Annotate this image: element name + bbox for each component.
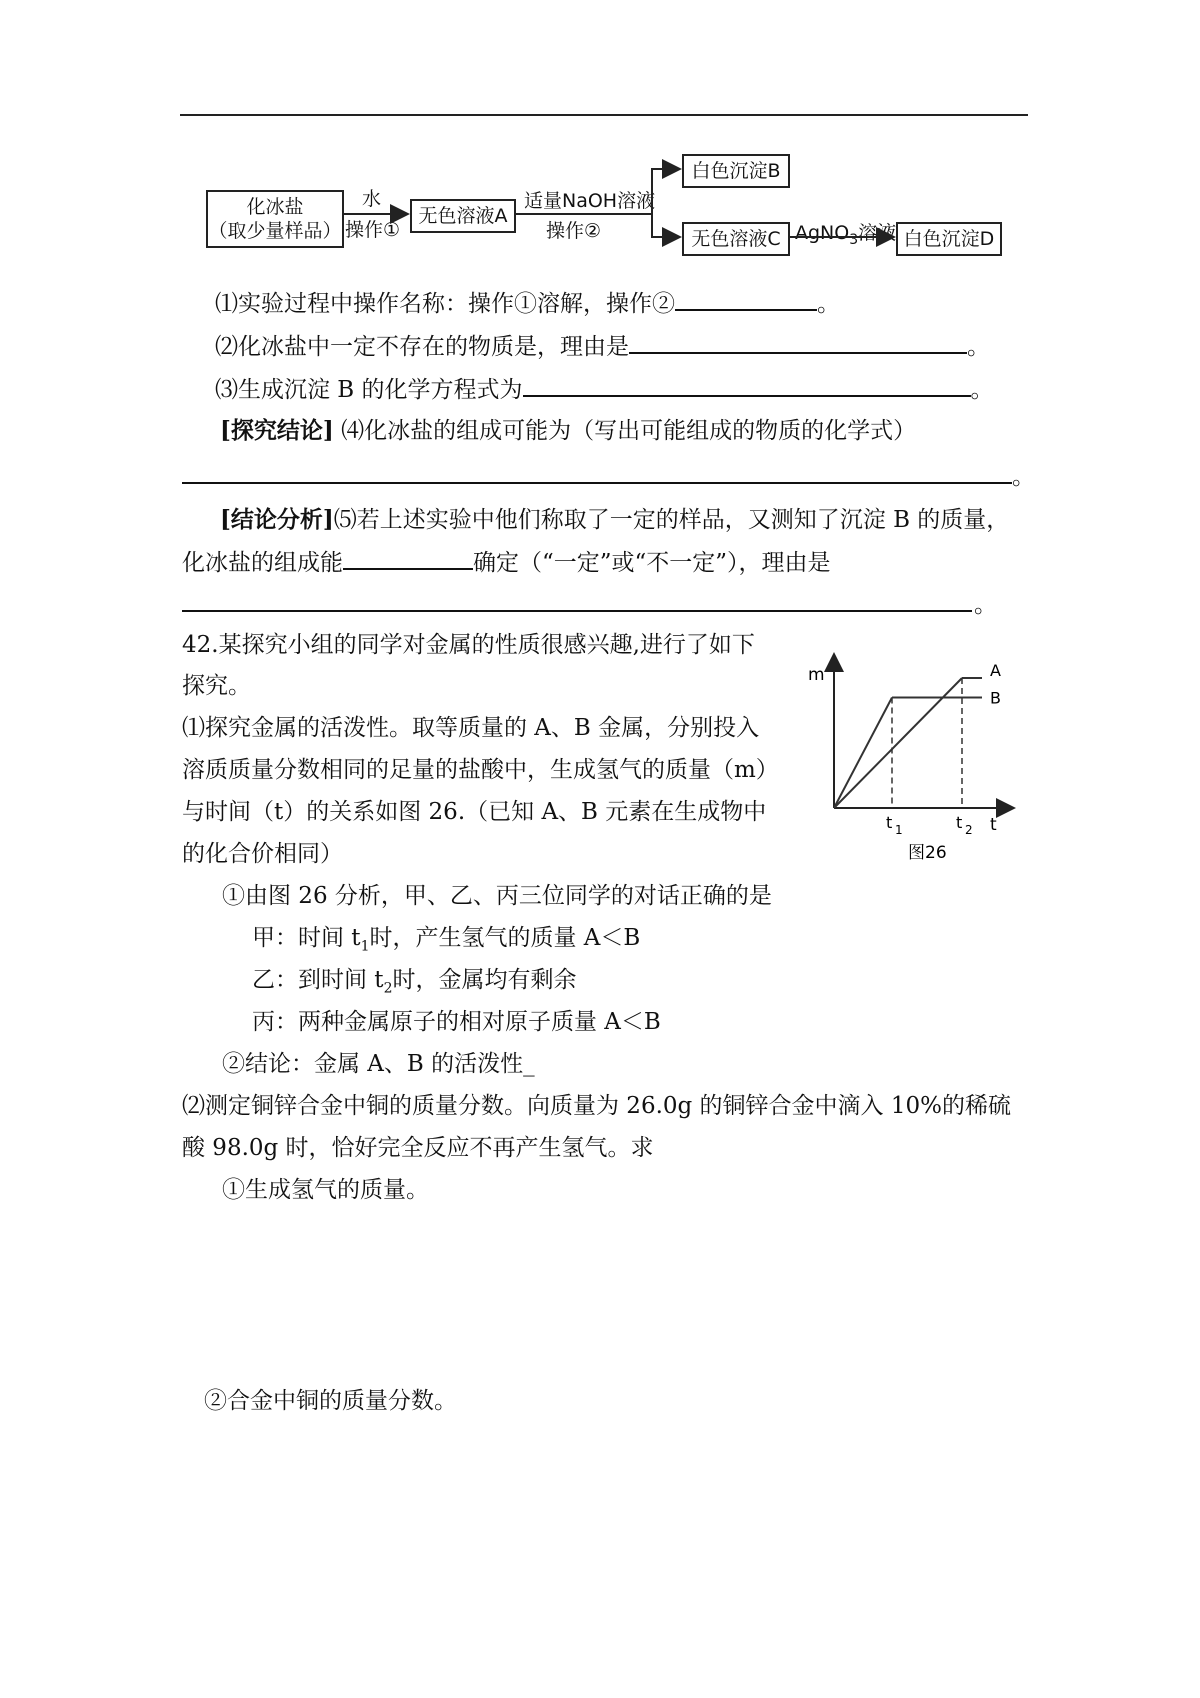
flow-precipitate-b: 白色沉淀B — [682, 154, 790, 188]
figure-26-chart — [800, 650, 1020, 870]
chart-series-label-A: A — [990, 661, 1001, 680]
q41-part4 — [220, 416, 916, 446]
q41-part1 — [215, 287, 840, 319]
q41-part3 — [215, 373, 994, 405]
chart-ylabel: m — [808, 665, 825, 685]
q41-part4-end: 。 — [1012, 464, 1035, 490]
q41-part6 — [182, 546, 831, 578]
flow-solution-a: 无色溶液A — [410, 199, 516, 233]
q42-line13: 酸 98.0g 时，恰好完全反应不再产生氢气。求 — [182, 1135, 654, 1161]
flow-arrow2-down — [652, 214, 680, 237]
chart-tick-t1: t — [886, 813, 893, 832]
q41-part5 — [220, 505, 1009, 535]
q42-line11: ②结论：金属 A、B 的活泼性_ — [222, 1051, 535, 1077]
q41-part4-tag: [探究结论] — [220, 417, 334, 444]
q41-part2-blank[interactable] — [629, 330, 967, 354]
flow-arrow1-bottom: 操作① — [345, 219, 401, 241]
flow-arrow2-bottom: 操作② — [546, 220, 602, 242]
q42-line7: ①由图 26 分析，甲、乙、丙三位同学的对话正确的是 — [222, 883, 772, 909]
q42-line8-a: 甲：时间 t — [252, 925, 361, 951]
q42-line9 — [252, 965, 576, 1004]
q42-line1: 42.某探究小组的同学对金属的性质很感兴趣,进行了如下 — [182, 632, 755, 658]
q41-part3-blank[interactable] — [523, 373, 971, 397]
q41-part6-blank[interactable] — [343, 546, 473, 570]
q41-part4-text: ⑷化冰盐的组成可能为（写出可能组成的物质的化学式） — [333, 418, 917, 444]
q41-part1-text: ⑴实验过程中操作名称：操作①溶解，操作② — [215, 291, 675, 317]
q41-part5-tag: [结论分析] — [220, 506, 334, 533]
q41-part1-end: 。 — [817, 291, 840, 317]
flow-arrow3-sub: 3 — [849, 231, 859, 248]
q42-line3: ⑴探究金属的活泼性。取等质量的 A、B 金属，分别投入 — [182, 715, 760, 741]
flow-start-line1: 化冰盐 — [246, 196, 304, 218]
chart-series-label-B: B — [990, 688, 1001, 708]
q42-line10: 丙：两种金属原子的相对原子质量 A＜B — [252, 1009, 661, 1035]
top-rule — [180, 114, 1028, 116]
q42-line4: 溶质质量分数相同的足量的盐酸中，生成氢气的质量（m） — [182, 757, 779, 783]
chart-tick-t2: t — [956, 813, 963, 832]
flow-arrow3-suffix: 溶液 — [858, 222, 897, 244]
q42-line5: 与时间（t）的关系如图 26.（已知 A、B 元素在生成物中 — [182, 799, 767, 825]
q42-line9-sub: 2 — [383, 980, 393, 997]
flow-arrow1-top: 水 — [362, 188, 382, 210]
q41-part2-end: 。 — [967, 334, 990, 360]
q41-part6-blank2[interactable] — [182, 610, 972, 612]
q42-line15: ②合金中铜的质量分数。 — [204, 1388, 457, 1414]
chart-title: 图26 — [908, 843, 947, 863]
q41-part3-end: 。 — [970, 377, 994, 403]
q41-part6-end: 。 — [974, 592, 997, 618]
q42-line8-b: 时，产生氢气的质量 A＜B — [369, 925, 641, 951]
flow-arrow3-agno: AgNO — [795, 222, 850, 244]
flow-start-line2: （取少量样品） — [208, 220, 342, 242]
q42-line9-b: 时，金属均有剩余 — [392, 967, 577, 993]
q41-part5-text: ⑸若上述实验中他们称取了一定的样品，又测知了沉淀 B 的质量， — [333, 507, 1010, 533]
q42-line6: 的化合价相同） — [182, 841, 343, 867]
q41-part6-text-b: 确定（“一定”或“不一定”），理由是 — [473, 550, 831, 576]
q42-line2: 探究。 — [182, 673, 251, 699]
flow-arrow3-label — [795, 218, 896, 248]
q42-line12: ⑵测定铜锌合金中铜的质量分数。向质量为 26.0g 的铜锌合金中滴入 10%的稀硫 — [182, 1093, 1011, 1119]
q42-line14: ①生成氢气的质量。 — [222, 1177, 429, 1203]
q41-part1-blank[interactable] — [675, 287, 817, 311]
flow-solution-c: 无色溶液C — [682, 222, 790, 256]
chart-xlabel: t — [990, 815, 997, 835]
flow-arrow2-top: 适量NaOH溶液 — [524, 190, 656, 212]
chart-tick-sub-t2: 2 — [965, 823, 973, 837]
flow-start-box — [206, 190, 344, 248]
chart-series-B-rise — [834, 698, 892, 809]
q41-part4-blank[interactable] — [182, 482, 1012, 484]
q41-part2 — [215, 330, 990, 362]
q41-part2-text: ⑵化冰盐中一定不存在的物质是，理由是 — [215, 334, 629, 360]
q41-part3-text: ⑶生成沉淀 B 的化学方程式为 — [215, 377, 523, 403]
q42-line8 — [252, 923, 640, 962]
q42-line9-a: 乙：到时间 t — [252, 967, 384, 993]
q42-line8-sub: 1 — [360, 938, 370, 955]
chart-tick-sub-t1: 1 — [895, 823, 903, 837]
q41-part6-text-a: 化冰盐的组成能 — [182, 550, 343, 576]
flow-arrow2-up — [652, 169, 680, 214]
flow-precipitate-d: 白色沉淀D — [896, 222, 1002, 256]
